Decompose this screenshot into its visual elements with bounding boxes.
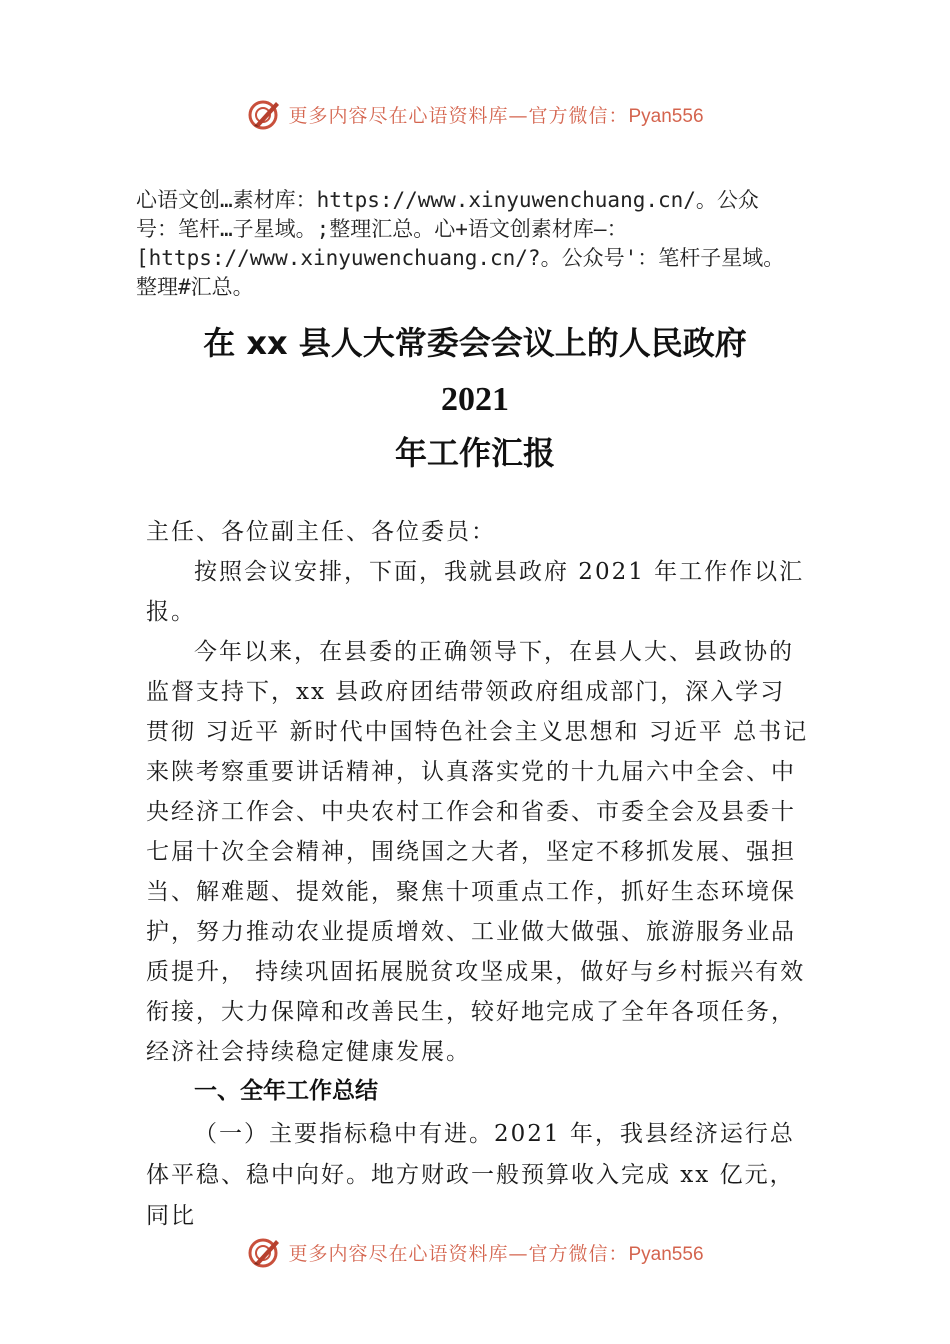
paragraph-section-1: （一）主要指标稳中有进。2021 年，我县经济运行总体平稳、稳中向好。地方财政一般预算收入完成 xx 亿元，同比 [146,1121,795,1229]
paragraph-intro: 按照会议安排，下面，我就县政府 2021 年工作作以汇报。 [146,559,805,625]
footer-wechat-id: Pyan556 [628,1243,704,1265]
header-wechat-id: Pyan556 [628,105,704,127]
salutation: 主任、各位副主任、各位委员： [146,519,496,545]
watermark-line: 整理#汇总。 [136,275,254,299]
footer-banner-text: 更多内容尽在心语资料库—官方微信：Pyan556 [288,1242,704,1265]
pen-circle-logo-icon [246,96,282,132]
document-title-line-1: 在 xx 县人大常委会会议上的人民政府 [203,324,747,362]
header-banner-text: 更多内容尽在心语资料库—官方微信：Pyan556 [288,104,704,127]
header-banner [0,92,950,136]
watermark-line: 号：笔杆…子星域。;整理汇总。心+语文创素材库—： [136,217,628,241]
watermark-line: [https://www.xinyuwenchuang.cn/?。公众号'：笔杆子星域。 [136,246,785,270]
document-title-line-3: 年工作汇报 [394,434,555,472]
paragraph-overview: 今年以来，在县委的正确领导下，在县人大、县政协的监督支持下，xx 县政府团结带领政府组成部门，深入学习贯彻 习近平 新时代中国特色社会主义思想和 习近平 总书记来陕考察重要讲话精神，认真落实党的十九届六中全会、中央经济工作会、中央农村工作会和省委、市委全会及县委十七届十次全会精神，围绕国之大者，坚定不移抓发展、强担当、解难题、提效能，聚焦十项重点工作，抓好生态环境保护，努力推动农业提质增效、工业做大做强、旅游服务业品质提升， 持续巩固拓展脱贫攻坚成果，做好与乡村振兴有效衔接，大力保障和改善民生，较好地完成了全年各项任务，经济社会持续稳定健康发展。 [146,639,809,1065]
pen-circle-logo-icon [246,1234,282,1270]
watermark-line: 心语文创…素材库：https://www.xinyuwenchuang.cn/。公众 [136,188,759,212]
watermark-text-block [136,186,836,302]
section-heading: 一、全年工作总结 [194,1078,378,1104]
footer-banner [0,1230,950,1274]
document-title-year: 2021 [441,381,509,418]
